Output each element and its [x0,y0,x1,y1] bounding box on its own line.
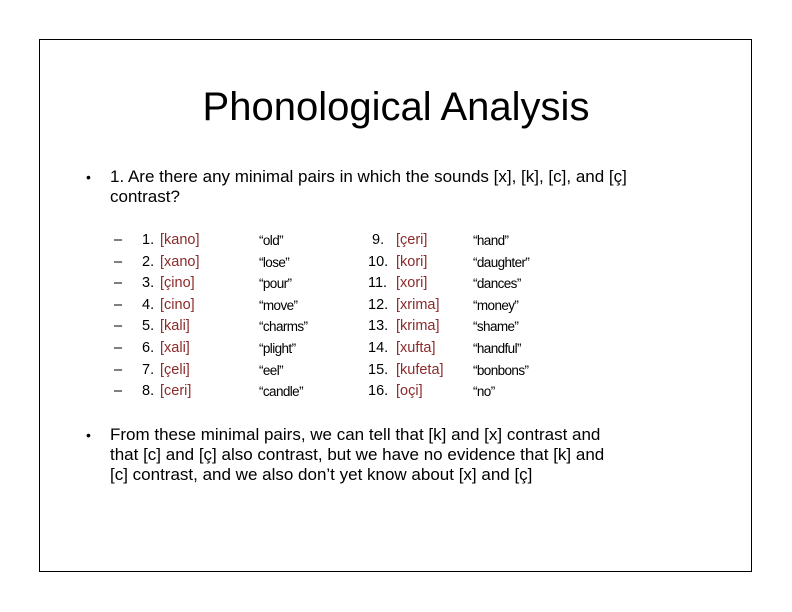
list-dash: – [114,232,123,248]
example-gloss: “eel” [259,362,284,378]
list-dash: – [114,383,123,400]
bullet-conclusion-line: [c] contrast, and we also don’t yet know about [x] and [ç] [110,465,533,484]
example-number: 10. [368,253,389,270]
example-word: [çeri] [396,232,428,248]
list-dash: – [114,318,123,335]
example-row [368,316,444,338]
example-row [368,230,444,252]
example-word: [xori] [396,275,428,292]
example-row [368,381,444,403]
bullet-conclusion-line: From these minimal pairs, we can tell that [k] and [x] contrast and [110,425,601,444]
example-row [142,295,200,317]
example-gloss: “no” [473,384,495,400]
example-number: 4. [142,296,155,313]
example-word: [xufta] [396,339,436,356]
example-word: [cino] [160,296,195,313]
example-gloss: “lose” [259,254,290,270]
example-word: [çino] [160,275,195,292]
example-number: 14. [368,339,389,356]
example-gloss: “shame” [473,319,519,335]
example-word: [kano] [160,232,200,248]
bullet-conclusion-line: that [c] and [ç] also contrast, but we have no evidence that [k] and [110,445,605,464]
example-gloss: “old” [259,233,284,248]
example-gloss: “bonbons” [473,362,529,378]
example-number: 9. [368,232,385,248]
example-number: 2. [142,253,155,270]
example-number: 16. [368,383,389,400]
right-example-column [368,230,444,403]
bullet-conclusion-text [110,425,604,485]
slide-title: Phonological Analysis [202,85,590,129]
example-word: [kufeta] [396,361,444,378]
example-word: [krima] [396,318,440,335]
example-row [368,295,444,317]
example-number: 13. [368,318,389,335]
example-row [368,338,444,360]
example-row [142,316,200,338]
left-example-column [142,230,200,403]
list-dash: – [114,296,123,313]
example-gloss: “money” [473,297,519,313]
example-word: [xrima] [396,296,440,313]
example-row [368,360,444,382]
example-number: 8. [142,383,155,400]
example-word: [ceri] [160,383,192,400]
example-gloss: “daughter” [473,254,530,270]
example-gloss: “handful” [473,340,521,356]
example-word: [xali] [160,339,190,356]
example-row [368,273,444,295]
example-number: 11. [368,275,388,292]
example-number: 6. [142,339,155,356]
example-row [142,230,200,252]
example-gloss: “hand” [473,233,509,248]
example-number: 15. [368,361,389,378]
example-number: 3. [142,275,155,292]
example-gloss: “plight” [259,340,296,356]
list-dash: – [114,361,123,378]
example-row [142,381,200,403]
example-row [142,360,200,382]
example-row [368,252,444,274]
bullet-dot: • [86,427,91,443]
example-row [142,273,200,295]
bullet-question-text [110,167,627,207]
list-dash: – [114,275,123,292]
example-row [142,252,200,274]
example-word: [xano] [160,253,200,270]
example-number: 5. [142,318,155,335]
example-word: [çeli] [160,361,190,378]
bullet-question-line: contrast? [110,187,180,206]
example-word: [kali] [160,318,190,335]
example-row [142,338,200,360]
left-gloss-column [259,230,307,403]
example-number: 12. [368,296,389,313]
example-gloss: “pour” [259,276,292,292]
example-word: [oçi] [396,383,423,400]
example-gloss: “move” [259,297,298,313]
list-dash: – [114,339,123,356]
dash-column [114,230,122,403]
list-dash: – [114,253,123,270]
right-gloss-column [473,230,529,403]
example-gloss: “charms” [259,319,308,335]
example-number: 1. [142,232,155,248]
bullet-question-line: 1. Are there any minimal pairs in which the sounds [x], [k], [c], and [ç] [110,167,627,186]
bullet-dot: • [86,169,91,185]
example-gloss: “dances” [473,276,521,292]
example-number: 7. [142,361,155,378]
example-gloss: “candle” [259,384,303,400]
example-word: [kori] [396,253,428,270]
